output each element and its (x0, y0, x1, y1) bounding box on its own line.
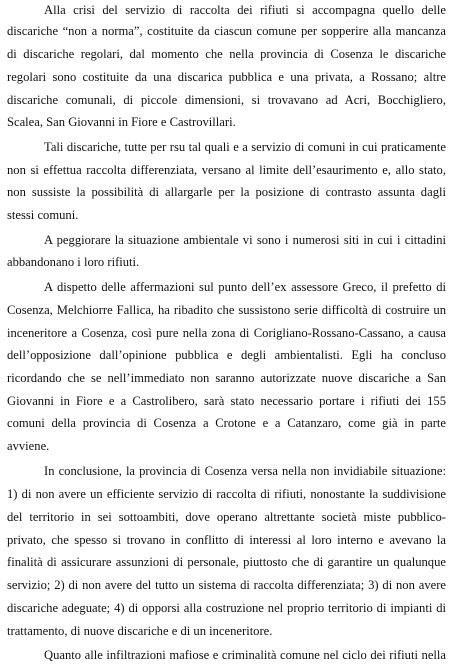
text-line-content: servizio; 2) di non avere del tutto un sistema di raccolta differenziata; 3) di non avere (7, 578, 446, 592)
text-line-content: Cosenza, Melchiorre Fallica, ha ribadito che sussistono serie difficoltà di costruire un (7, 303, 446, 317)
text-line-content: discariche “non a norma”, costituite da ciascun comune per sopperire alla mancanza (7, 24, 446, 38)
text-line (7, 69, 446, 86)
text-line (7, 46, 446, 63)
text-line (7, 463, 446, 480)
text-line (7, 139, 446, 156)
text-line-content: comuni della provincia di Cosenza a Crotone e a Catanzaro, come già in parte (7, 416, 446, 430)
text-line-content: Alla crisi del servizio di raccolta dei rifiuti si accompagna quello delle (44, 3, 446, 17)
text-line (7, 577, 446, 594)
text-line-content: finalità di assicurare assunzioni di personale, piuttosto che di garantire un qualunque (7, 555, 446, 569)
text-line-content: Giovanni in Fiore e a Castrolibero, sarà stato necessario portare i rifiuti dei 155 (7, 394, 446, 408)
text-line-content: inceneritore a Cosenza, così pure nella zona di Corigliano-Rossano-Cassano, a causa (7, 326, 446, 340)
text-line (7, 393, 446, 410)
text-line-content: regolari sono costituite da una discarica pubblica e una privata, a Rossano; altre (7, 70, 446, 84)
text-line-content: non sussiste la possibilità di allargarle per la posizione di contrasto assunta dagli (7, 185, 446, 199)
text-line-content: non si effettua raccolta differenziata, versano al limite dell’esaurimento e, allo stato, (7, 163, 446, 177)
text-line (7, 486, 446, 503)
text-line-content: A dispetto delle affermazioni sul punto dell’ex assessore Greco, il prefetto di (44, 280, 446, 294)
text-line-content: Quanto alle infiltrazioni mafiose e criminalità comune nel ciclo dei rifiuti nella (44, 648, 446, 662)
text-line (7, 509, 446, 526)
text-line (7, 2, 446, 19)
text-line-content: avviene. (7, 439, 50, 453)
text-line (7, 647, 446, 664)
text-line (7, 23, 446, 40)
text-line-content: discariche comunali, di piccole dimensioni, si trovavano ad Acri, Bocchigliero, (7, 93, 446, 107)
text-line (7, 415, 446, 432)
text-line-content: 1) di non avere un efficiente servizio di raccolta di rifiuti, nonostante la suddivisione (7, 487, 446, 501)
text-line-content: abbandonano i loro rifiuti. (7, 255, 140, 269)
text-line (7, 114, 446, 131)
text-line-content: privato, che spesso si trovano in conflitto di interessi al loro interno e avevano la (7, 533, 446, 547)
text-line-content: Scalea, San Giovanni in Fiore e Castrovillari. (7, 115, 236, 129)
text-line-content: In conclusione, la provincia di Cosenza versa nella non invidiabile situazione: (44, 464, 446, 478)
text-line-content: A peggiorare la situazione ambientale vi sono i numerosi siti in cui i cittadini (44, 233, 446, 247)
text-line (7, 232, 446, 249)
text-line (7, 438, 446, 455)
text-line (7, 207, 446, 224)
text-line (7, 302, 446, 319)
text-line-content: Tali discariche, tutte per rsu tal quali e a servizio di comuni in cui praticamente (44, 140, 446, 154)
text-line-content: trattamento, di nuove discariche e di un inceneritore. (7, 624, 273, 638)
text-line (7, 600, 446, 617)
text-line (7, 325, 446, 342)
text-line (7, 279, 446, 296)
text-line-content: stessi comuni. (7, 208, 79, 222)
text-line (7, 92, 446, 109)
text-line (7, 623, 446, 640)
text-line-content: discariche adeguate; 4) di opporsi alla costruzione nel proprio territorio di impianti di (7, 601, 446, 615)
text-line (7, 554, 446, 571)
text-line (7, 347, 446, 364)
text-line (7, 184, 446, 201)
text-line-content: di discariche regolari, dal momento che nella provincia di Cosenza le discariche (7, 47, 446, 61)
text-line (7, 370, 446, 387)
text-line (7, 532, 446, 549)
text-line-content: ricordando che se nell’immediato non saranno autorizzate nuove discariche a San (7, 371, 446, 385)
text-line (7, 254, 446, 271)
text-line-content: del territorio in sei sottoambiti, dove operano altrettante società miste pubblico- (7, 510, 446, 524)
text-line-content: dell’opposizione dall’opinione pubblica e degli ambientalisti. Egli ha concluso (7, 348, 446, 362)
text-line (7, 162, 446, 179)
